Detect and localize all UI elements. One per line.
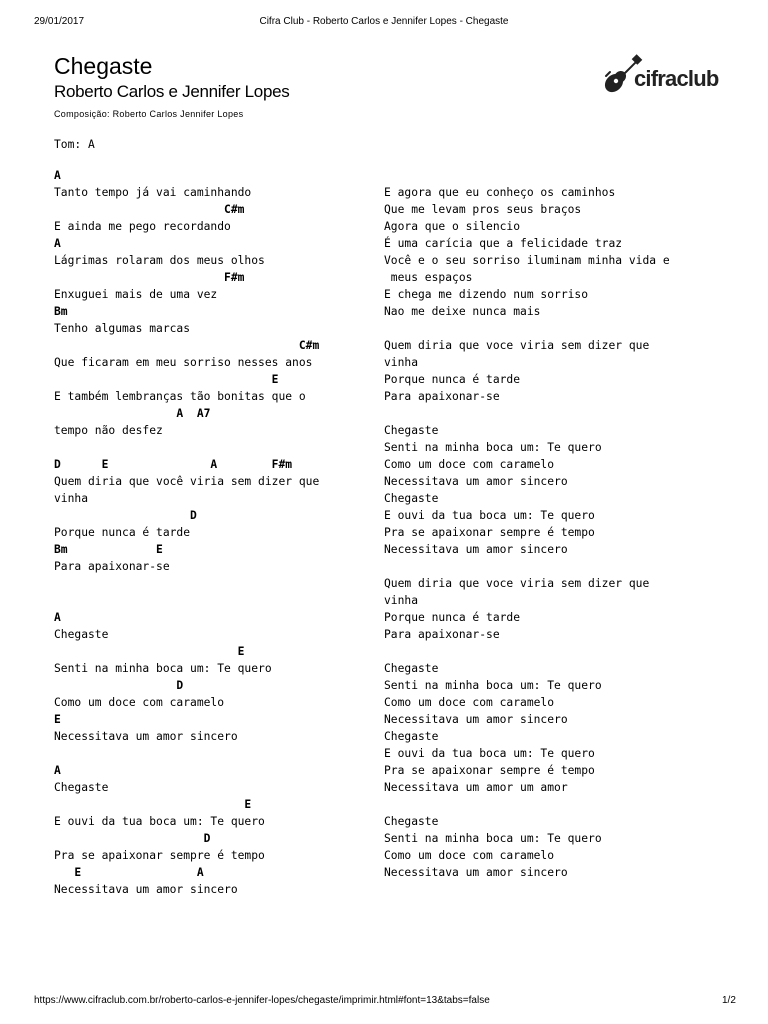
lyrics-column-right [384, 184, 670, 881]
lyric-line: Quem diria que voce viria sem dizer que [384, 339, 650, 352]
lyric-line: Senti na minha boca um: Te quero [54, 662, 272, 675]
chord-line: A [54, 169, 61, 182]
lyric-line: Para apaixonar-se [384, 390, 500, 403]
chord-line: E [54, 645, 245, 658]
chord-line: D E A F#m [54, 458, 293, 471]
chord-line: C#m [54, 339, 320, 352]
lyric-line: Pra se apaixonar sempre é tempo [384, 764, 595, 777]
chord-line: D [54, 509, 197, 522]
chord-line: A [54, 237, 61, 250]
lyric-line: Necessitava um amor sincero [384, 475, 568, 488]
lyric-line: Necessitava um amor sincero [54, 883, 238, 896]
lyric-line: Tanto tempo já vai caminhando [54, 186, 252, 199]
lyric-line: Quem diria que voce viria sem dizer que [384, 577, 650, 590]
lyric-line: vinha [54, 492, 89, 505]
lyric-line [54, 439, 319, 456]
lyric-line: Necessitava um amor sincero [54, 730, 238, 743]
chord-line: A [54, 764, 61, 777]
chord-line: A A7 [54, 407, 211, 420]
lyric-line: Porque nunca é tarde [384, 611, 521, 624]
lyric-line [384, 643, 670, 660]
lyric-line [384, 405, 670, 422]
lyric-line: E ouvi da tua boca um: Te quero [384, 509, 595, 522]
lyric-line: Porque nunca é tarde [54, 526, 191, 539]
lyrics-column-left [54, 167, 319, 898]
lyric-line: E agora que eu conheço os caminhos [384, 186, 616, 199]
song-composer: Composição: Roberto Carlos Jennifer Lopes [54, 109, 244, 119]
logo-text: cifraclub [634, 66, 719, 91]
print-date: 29/01/2017 [34, 16, 85, 27]
lyric-line [384, 320, 670, 337]
lyric-line: tempo não desfez [54, 424, 163, 437]
lyric-line: Que ficaram em meu sorriso nesses anos [54, 356, 313, 369]
chord-line: E [54, 713, 61, 726]
chord-line: E [54, 798, 252, 811]
print-page-title: Cifra Club - Roberto Carlos e Jennifer Lopes - Chegaste [259, 16, 509, 27]
lyric-line: Chegaste [384, 424, 439, 437]
lyric-line: E ouvi da tua boca um: Te quero [54, 815, 265, 828]
lyric-line [384, 796, 670, 813]
chord-line: E [54, 373, 279, 386]
lyric-line: Você e o seu sorriso iluminam minha vida e [384, 254, 670, 267]
page-number: 1/2 [722, 995, 736, 1006]
lyric-line: Necessitava um amor um amor [384, 781, 568, 794]
lyric-line: Para apaixonar-se [54, 560, 170, 573]
lyric-line: Chegaste [54, 628, 109, 641]
lyric-line: Necessitava um amor sincero [384, 713, 568, 726]
lyric-line: vinha [384, 356, 419, 369]
chord-line: F#m [54, 271, 245, 284]
lyric-line: Para apaixonar-se [384, 628, 500, 641]
chord-line: D [54, 832, 211, 845]
chord-line: Bm E [54, 543, 163, 556]
lyric-line: Como um doce com caramelo [384, 458, 555, 471]
lyric-line [54, 745, 319, 762]
lyric-line: Chegaste [384, 730, 439, 743]
lyric-line: Porque nunca é tarde [384, 373, 521, 386]
chord-line: Bm [54, 305, 68, 318]
lyric-line: Agora que o silencio [384, 220, 521, 233]
lyric-line: E chega me dizendo num sorriso [384, 288, 589, 301]
lyric-line: Como um doce com caramelo [384, 849, 555, 862]
lyric-line [54, 575, 319, 592]
lyric-line: É uma carícia que a felicidade traz [384, 237, 623, 250]
lyric-line: Como um doce com caramelo [54, 696, 225, 709]
lyric-line: Chegaste [384, 492, 439, 505]
lyric-line: Nao me deixe nunca mais [384, 305, 541, 318]
lyric-line: Tenho algumas marcas [54, 322, 191, 335]
chord-line: E A [54, 866, 204, 879]
lyric-line: Pra se apaixonar sempre é tempo [384, 526, 595, 539]
song-title: Chegaste [54, 53, 153, 79]
lyric-line: Enxuguei mais de uma vez [54, 288, 218, 301]
lyric-line: Que me levam pros seus braços [384, 203, 582, 216]
lyric-line: Necessitava um amor sincero [384, 543, 568, 556]
lyric-line: Senti na minha boca um: Te quero [384, 832, 602, 845]
lyric-line: meus espaços [384, 271, 473, 284]
lyric-line: Quem diria que você viria sem dizer que [54, 475, 320, 488]
lyric-line [384, 558, 670, 575]
lyric-line: Pra se apaixonar sempre é tempo [54, 849, 265, 862]
lyric-line: E ouvi da tua boca um: Te quero [384, 747, 595, 760]
lyric-line: Lágrimas rolaram dos meus olhos [54, 254, 265, 267]
song-artist: Roberto Carlos e Jennifer Lopes [54, 82, 290, 101]
lyric-line: Chegaste [384, 662, 439, 675]
lyric-line: E ainda me pego recordando [54, 220, 231, 233]
lyric-line: Senti na minha boca um: Te quero [384, 441, 602, 454]
song-key: Tom: A [54, 138, 95, 151]
chord-line: D [54, 679, 184, 692]
lyric-line: Chegaste [54, 781, 109, 794]
lyric-line: Senti na minha boca um: Te quero [384, 679, 602, 692]
lyric-line: Como um doce com caramelo [384, 696, 555, 709]
lyric-line: E também lembranças tão bonitas que o [54, 390, 306, 403]
lyric-line: vinha [384, 594, 419, 607]
chord-line: C#m [54, 203, 245, 216]
chord-line: A [54, 611, 61, 624]
lyric-line [54, 592, 319, 609]
print-url: https://www.cifraclub.com.br/roberto-carlos-e-jennifer-lopes/chegaste/imprimir.html#font=13&tabs=false [34, 995, 490, 1006]
lyric-line: Necessitava um amor sincero [384, 866, 568, 879]
lyric-line: Chegaste [384, 815, 439, 828]
cifraclub-logo [600, 52, 719, 100]
